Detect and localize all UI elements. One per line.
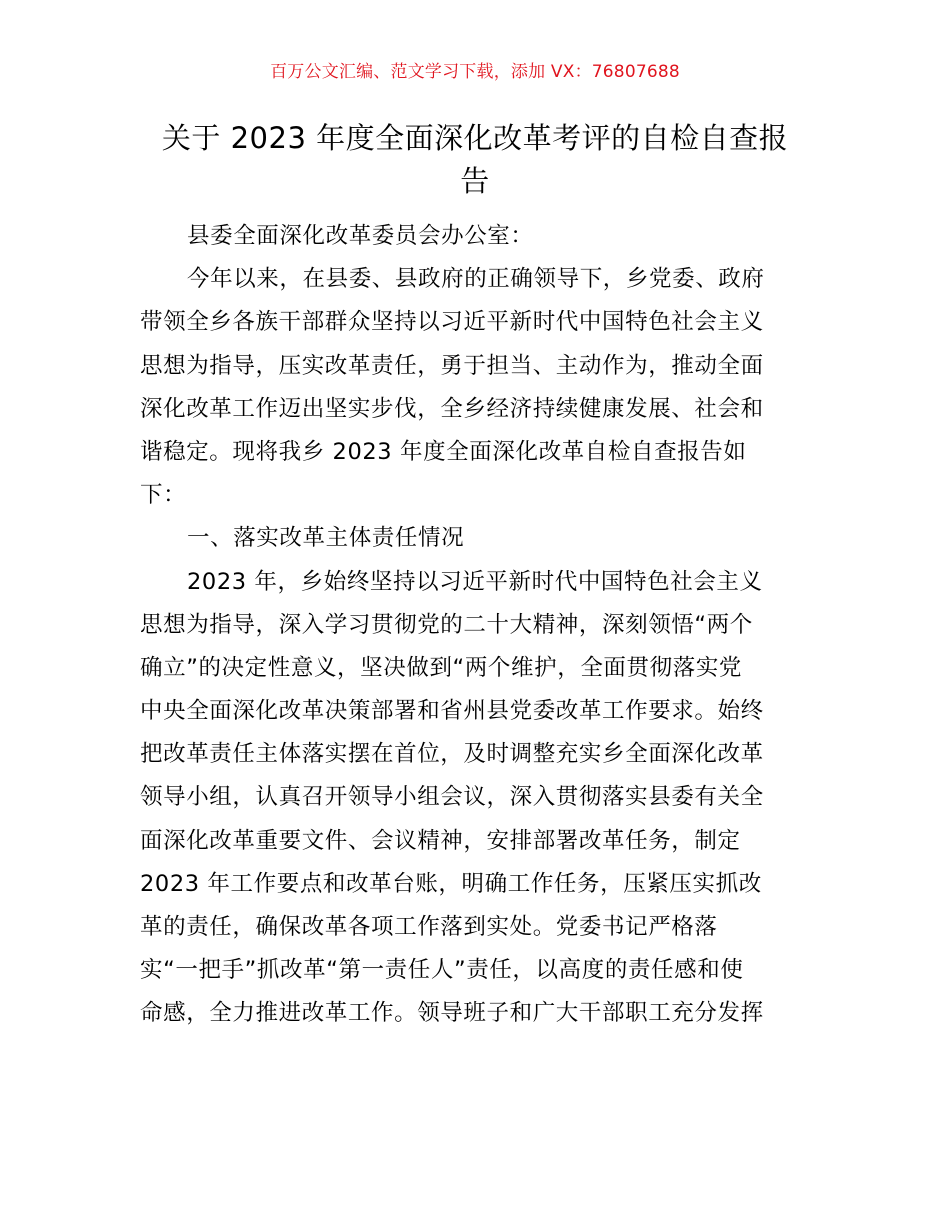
document-body (140, 215, 810, 1036)
title-line: 告 (460, 164, 490, 199)
paragraph-line: 带领全乡各族干部群众坚持以习近平新时代中国特色社会主义 (140, 309, 764, 336)
paragraph-intro (140, 258, 810, 517)
document-title (140, 116, 810, 202)
paragraph-line: 下： (140, 482, 187, 509)
paragraph-line: 谐稳定。现将我乡 2023 年度全面深化改革自检自查报告如 (140, 438, 747, 465)
paragraph-line: 领导小组，认真召开领导小组会议，深入贯彻落实县委有关全 (140, 784, 764, 811)
paragraph-line: 思想为指导，压实改革责任，勇于担当、主动作为，推动全面 (140, 352, 764, 379)
paragraph-line: 把改革责任主体落实摆在首位，及时调整充实乡全面深化改革 (140, 741, 764, 768)
paragraph-line: 深化改革工作迈出坚实步伐，全乡经济持续健康发展、社会和 (140, 395, 764, 422)
paragraph-line: 革的责任，确保改革各项工作落到实处。党委书记严格落 (140, 914, 718, 940)
paragraph-line: 2023 年工作要点和改革台账，明确工作任务，压紧压实抓改 (140, 870, 762, 897)
paragraph-line: 2023 年，乡始终坚持以习近平新时代中国特色社会主义 (187, 568, 763, 595)
paragraph-line: 确立”的决定性意义，坚决做到“两个维护，全面贯彻落实党 (140, 654, 743, 681)
paragraph-line: 实“一把手”抓改革“第一责任人”责任，以高度的责任感和使 (140, 957, 744, 984)
watermark-header: 百万公文汇编、范文学习下载，添加 VX：76807688 (270, 62, 680, 82)
paragraph-section1 (140, 561, 810, 1036)
paragraph-line: 思想为指导，深入学习贯彻党的二十大精神，深刻领悟“两个 (140, 611, 753, 638)
salutation: 县委全面深化改革委员会办公室： (187, 223, 534, 249)
section-heading: 一、落实改革主体责任情况 (187, 525, 465, 552)
paragraph-line: 命感，全力推进改革工作。领导班子和广大干部职工充分发挥 (140, 1000, 764, 1027)
title-line: 关于 2023 年度全面深化改革考评的自检自查报 (161, 121, 789, 155)
paragraph-line: 今年以来，在县委、县政府的正确领导下，乡党委、政府 (187, 266, 765, 293)
paragraph-line: 中央全面深化改革决策部署和省州县党委改革工作要求。始终 (140, 698, 764, 725)
paragraph-line: 面深化改革重要文件、会议精神，安排部署改革任务，制定 (140, 827, 741, 854)
